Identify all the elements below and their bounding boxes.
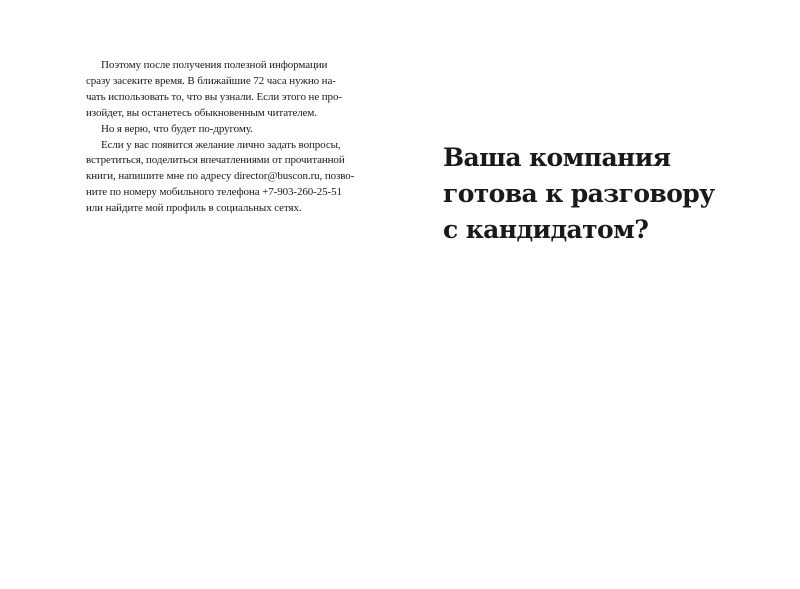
heading-line: готова к разговору bbox=[443, 179, 715, 208]
heading-line: Ваша компания bbox=[443, 143, 671, 172]
chapter-heading bbox=[443, 140, 773, 248]
paragraph-line: ните по номеру мобильного телефона +7-903-260-25-51 bbox=[86, 186, 342, 199]
paragraph-line: Поэтому после получения полезной информации bbox=[101, 59, 328, 71]
paragraph-line: книги, напишите мне по адресу director@buscon.ru, позво- bbox=[86, 170, 355, 183]
heading-line: с кандидатом? bbox=[443, 215, 649, 244]
paragraph-line: сразу засеките время. В ближайшие 72 часа нужно на- bbox=[86, 74, 336, 87]
left-page-body-text bbox=[86, 58, 366, 217]
paragraph-line: чать использовать то, что вы узнали. Если этого не про- bbox=[86, 90, 342, 103]
paragraph-line: Если у вас появится желание лично задать вопросы, bbox=[101, 138, 341, 151]
paragraph-line: Но я верю, что будет по-другому. bbox=[101, 122, 253, 135]
paragraph-line: изойдет, вы останетесь обыкновенным читателем. bbox=[86, 106, 317, 119]
paragraph-line: встретиться, поделиться впечатлениями от прочитанной bbox=[86, 154, 345, 167]
right-page bbox=[443, 140, 773, 248]
paragraph-line: или найдите мой профиль в социальных сетях. bbox=[86, 202, 302, 215]
